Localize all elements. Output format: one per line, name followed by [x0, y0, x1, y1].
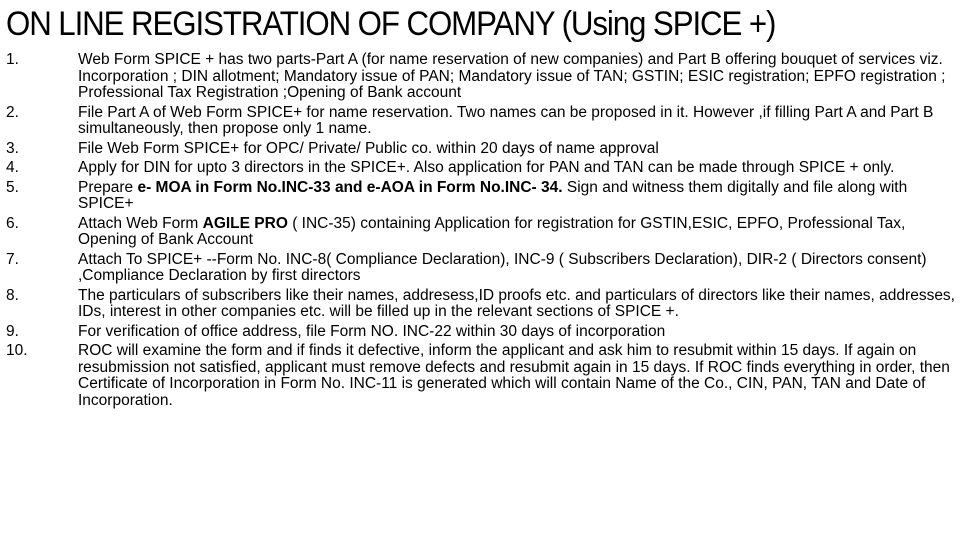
item-number: 9. [6, 322, 19, 340]
item-text-part: For verification of office address, file Form NO. INC-22 within 30 days of incorporation [78, 322, 666, 340]
item-text-part: Attach To SPICE+ --Form No. INC-8( Compliance Declaration), INC-9 ( Subscribers Declaration), DIR-2 ( Directors consent) ,Compliance Declaration by first directors [78, 250, 927, 284]
item-text-part: The particulars of subscribers like their names, addresess,ID proofs etc. and particulars of directors like their names, addresses, IDs, interest in other companies etc. will be filled up in the relevant sections of SPICE +. [78, 286, 955, 320]
item-text [78, 216, 955, 249]
item-text-bold: e- MOA in Form No.INC-33 and e-AOA in Form No.INC- 34. [137, 178, 563, 196]
item-text [78, 180, 955, 213]
list-item [0, 160, 955, 177]
item-number: 3. [6, 139, 19, 157]
list-item [0, 52, 955, 102]
item-text-part: ROC will examine the form and if finds it defective, inform the applicant and ask him to resubmit within 15 days. If again on resubmission not satisfied, applicant must remove defects and resubmit again in 15 days. If ROC finds everything in order, then Certificate of Incorporation in Form No. INC-11 is generated which will contain Name of the Co., CIN, PAN, TAN and Date of Incorporation. [78, 342, 950, 409]
item-text [78, 52, 955, 102]
item-text-part: Prepare [78, 178, 138, 196]
list-item [0, 216, 955, 249]
item-text-part: Web Form SPICE + has two parts-Part A (for name reservation of new companies) and Part B offering bouquet of services viz. Incorporation ; DIN allotment; Mandatory issue of PAN; Mandatory issue of TAN; GSTIN; ESIC registration; EPFO registration ; Professional Tax Registration ;Opening of Bank account [78, 51, 946, 101]
item-text-part: File Web Form SPICE+ for OPC/ Private/ Public co. within 20 days of name approval [78, 139, 659, 157]
list-item [0, 180, 955, 213]
list-item [0, 324, 955, 341]
item-number: 8. [6, 286, 19, 304]
list-item [0, 252, 955, 285]
list-item [0, 343, 955, 409]
item-number: 7. [6, 250, 19, 268]
item-text [78, 343, 955, 409]
item-text-part: Attach Web Form [78, 214, 203, 232]
list-item [0, 288, 955, 321]
item-text [78, 160, 955, 177]
item-text-bold: AGILE PRO [202, 214, 288, 232]
list-item [0, 141, 955, 158]
item-number: 4. [6, 159, 19, 176]
page-title: ON LINE REGISTRATION OF COMPANY (Using SPICE +) [6, 5, 776, 43]
item-number: 1. [6, 51, 19, 68]
steps-list [0, 52, 955, 412]
item-number: 5. [6, 178, 19, 196]
item-number: 6. [6, 214, 19, 232]
item-text-part: ( INC-35) containing Application for registration for GSTIN,ESIC, EPFO, Professional Tax, Opening of Bank Account [78, 214, 906, 248]
item-number: 10. [6, 342, 28, 359]
item-text [78, 288, 955, 321]
item-text [78, 141, 955, 158]
item-text [78, 105, 955, 138]
list-item [0, 105, 955, 138]
item-text-part: File Part A of Web Form SPICE+ for name reservation. Two names can be proposed in it. However ,if filling Part A and Part B simultaneously, then propose only 1 name. [78, 103, 934, 137]
item-text-part: Apply for DIN for upto 3 directors in the SPICE+. Also application for PAN and TAN can be made through SPICE + only. [78, 159, 895, 176]
item-text-part: Sign and witness them digitally and file along with SPICE+ [78, 178, 908, 212]
item-text [78, 324, 955, 341]
item-text [78, 252, 955, 285]
item-number: 2. [6, 103, 19, 121]
